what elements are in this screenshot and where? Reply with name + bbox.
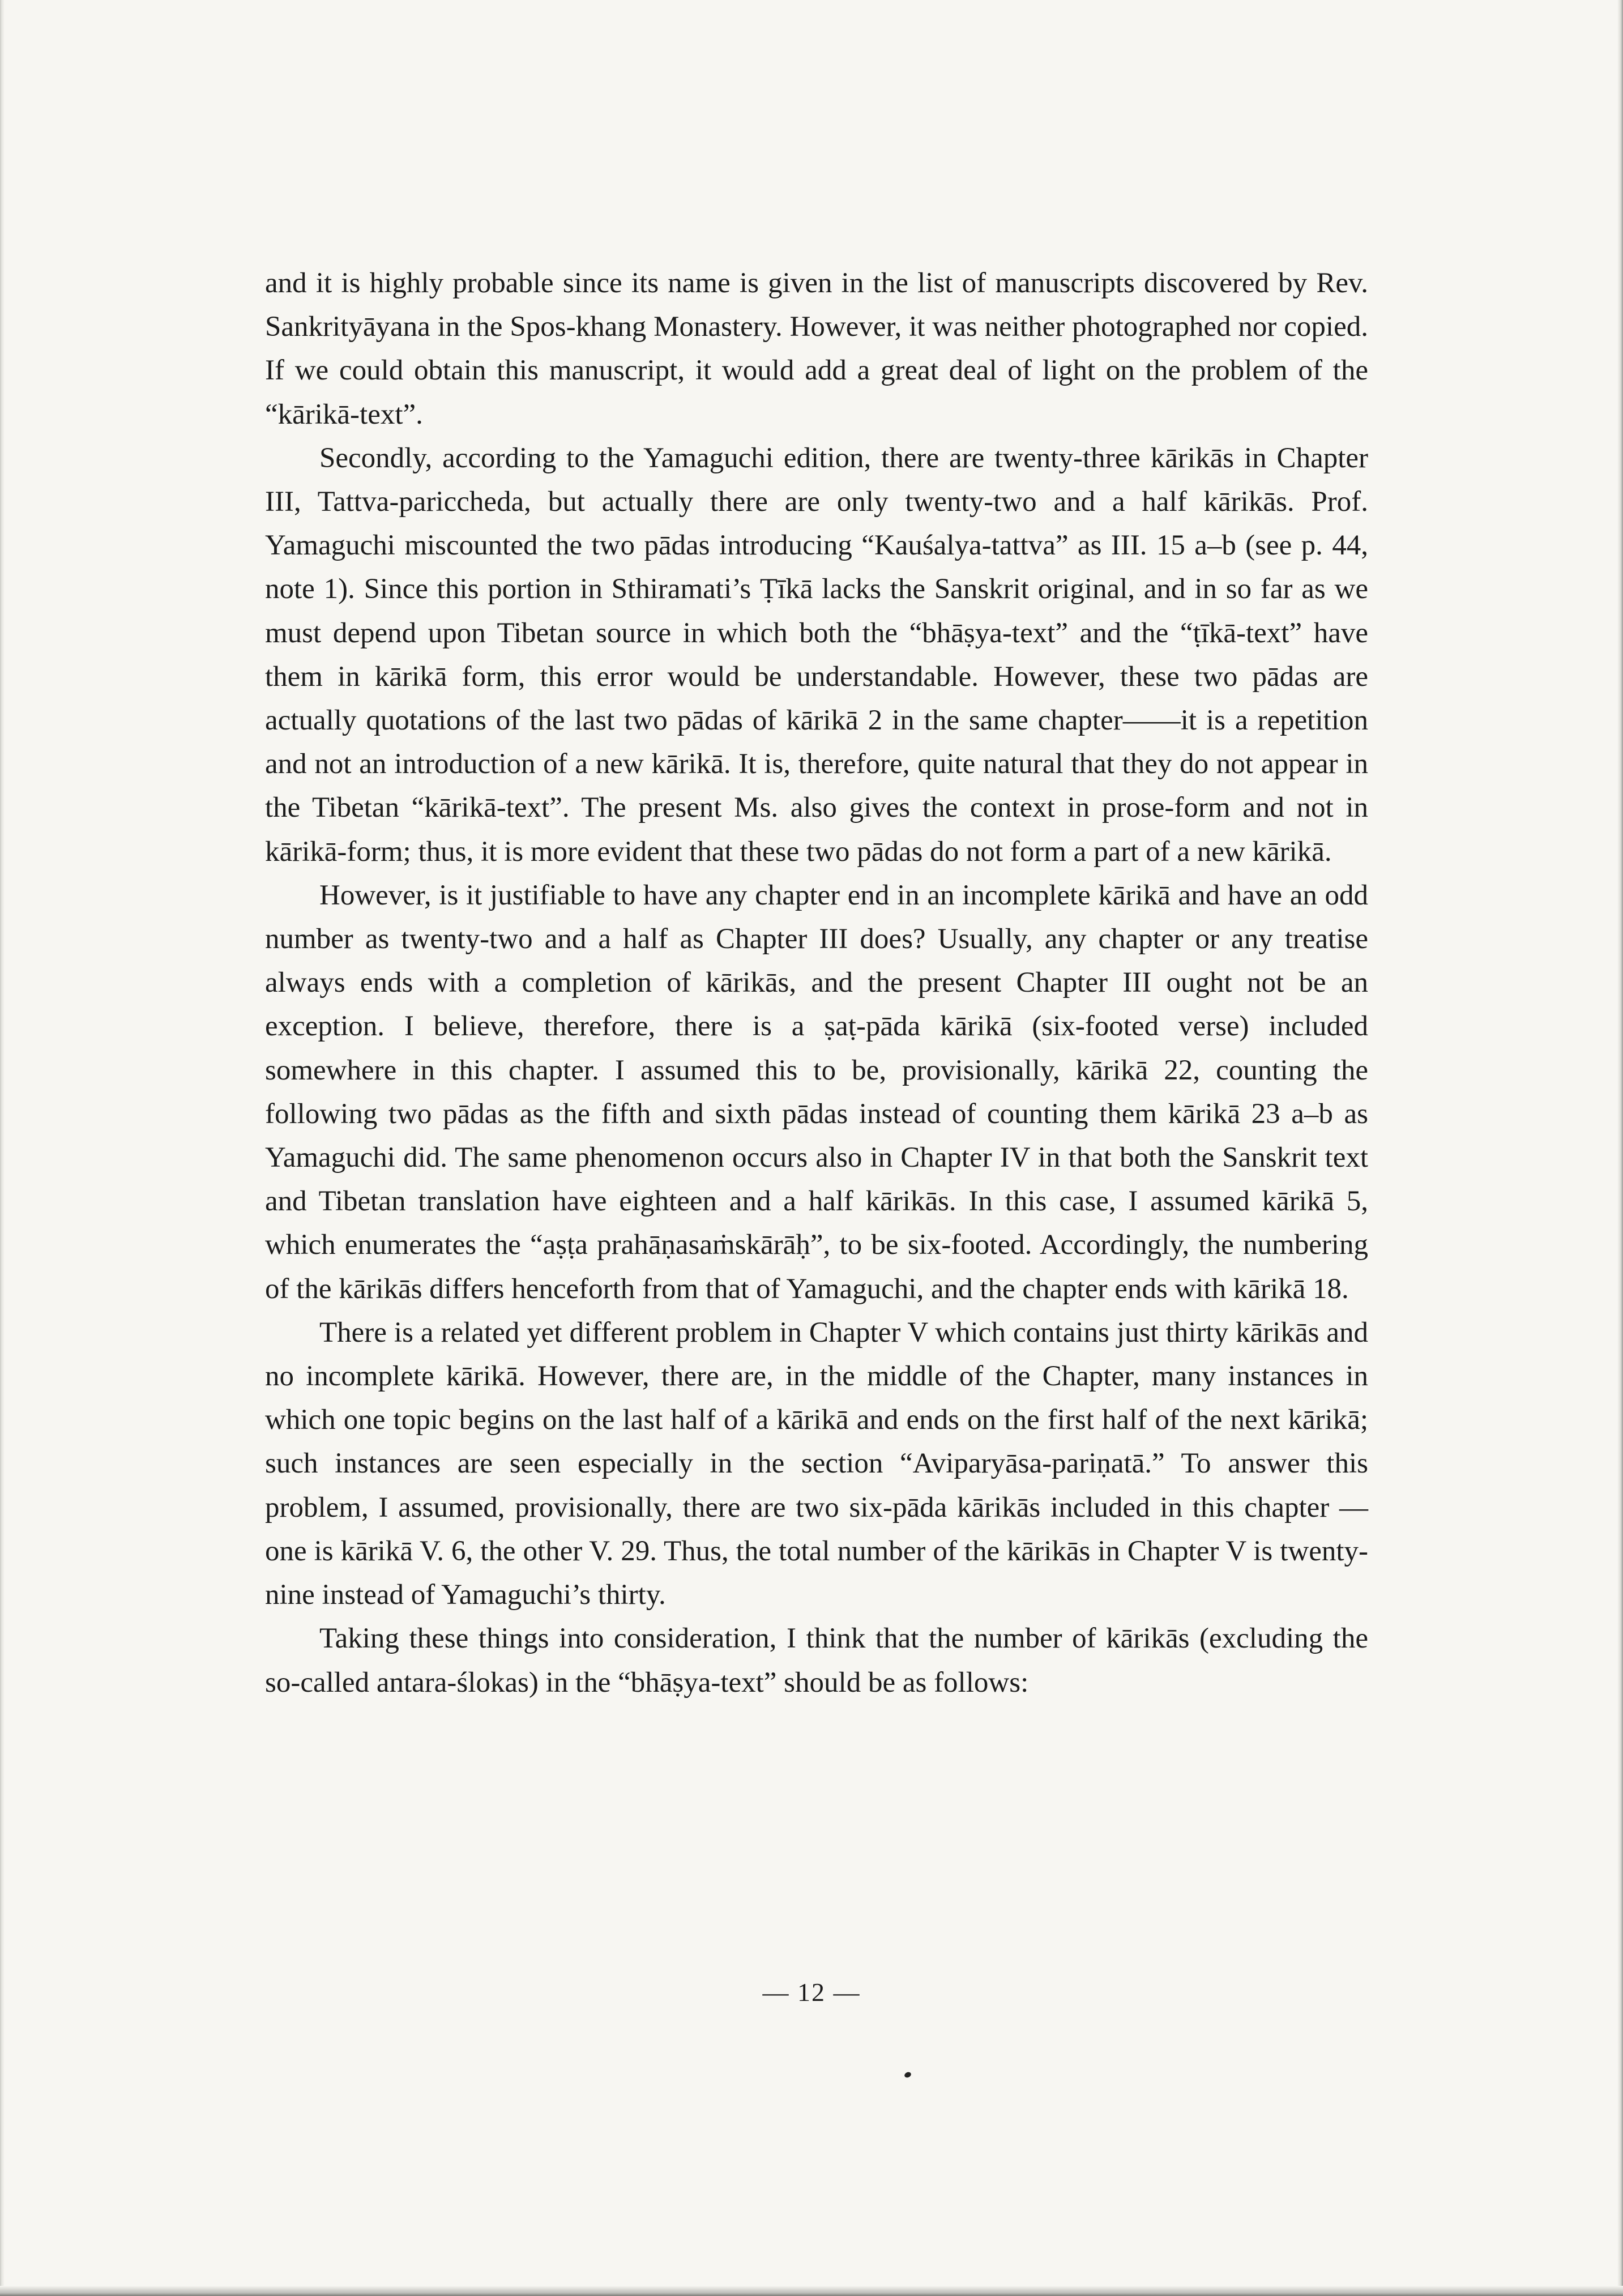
ink-speck [904, 2071, 912, 2079]
paragraph-continuation: and it is highly probable since its name is given in the list of manuscripts discovered by Rev. Sankrityāyana in the Spos-khang Monastery. However, it was neither photographed nor copied. If we could obtain this manuscript, it would add a great deal of light on the problem of the “kārikā-text”. [265, 267, 1368, 430]
page-number: — 12 — [762, 1978, 861, 2007]
paragraph-chapter-v: There is a related yet different problem in Chapter V which contains just thirty kārikās and no incomplete kārikā. However, there are, in the middle of the Chapter, many instances in which one topic begins on the last half of a kārikā and ends on the first half of the next kārikā; such instances are seen especially in the section “Aviparyāsa-pariṇatā.” To answer this problem, I assumed, provisionally, there are two six-pāda kārikās included in this chapter —one is kārikā V. 6, the other V. 29. Thus, the total number of the kārikās in Chapter V is twenty-nine instead of Yamaguchi’s thirty. [265, 1316, 1368, 1611]
paragraph-karika-count: Taking these things into consideration, I think that the number of kārikās (excluding the so-called antara-ślokas) in the “bhāṣya-text” should be as follows: [265, 1623, 1368, 1698]
paragraph-chapter-iii: Secondly, according to the Yamaguchi edition, there are twenty-three kārikās in Chapter III, Tattva-pariccheda, but actually there are only twenty-two and a half kārikās. Prof. Yamaguchi miscounted the two pādas introducing “Kauśalya-tattva” as III. 15 a–b (see p. 44, note 1). Since this portion in Sthiramati’s Ṭīkā lacks the Sanskrit original, and in so far as we must depend upon Tibetan source in which both the “bhāṣya-text” and the “ṭīkā-text” have them in kārikā form, this error would be understandable. However, these two pādas are actually quotations of the last two pādas of kārikā 2 in the same chapter——it is a repetition and not an introduction of a new kārikā. It is, therefore, quite natural that they do not appear in the Tibetan “kārikā-text”. The present Ms. also gives the context in prose-form and not in kārikā-form; thus, it is more evident that these two pādas do not form a part of a new kārikā. [265, 442, 1368, 868]
scan-edge-left [0, 0, 5, 2296]
scan-edge-right [1617, 0, 1623, 2296]
scan-edge-bottom [0, 2286, 1623, 2296]
paragraph-incomplete-karika: However, is it justifiable to have any chapter end in an incomplete kārikā and have an odd number as twenty-two and a half as Chapter III does? Usually, any chapter or any treatise always ends with a completion of kārikās, and the present Chapter III ought not be an exception. I believe, therefore, there is a ṣaṭ-pāda kārikā (six-footed verse) included somewhere in this chapter. I assumed this to be, provisionally, kārikā 22, counting the following two pādas as the fifth and sixth pādas instead of counting them kārikā 23 a–b as Yamaguchi did. The same phenomenon occurs also in Chapter IV in that both the Sanskrit text and Tibetan translation have eighteen and a half kārikās. In this case, I assumed kārikā 5, which enumerates the “aṣṭa prahāṇasaṁskārāḥ”, to be six-footed. Accordingly, the numbering of the kārikās differs henceforth from that of Yamaguchi, and the chapter ends with kārikā 18. [265, 879, 1368, 1305]
body-text [265, 262, 1368, 1705]
